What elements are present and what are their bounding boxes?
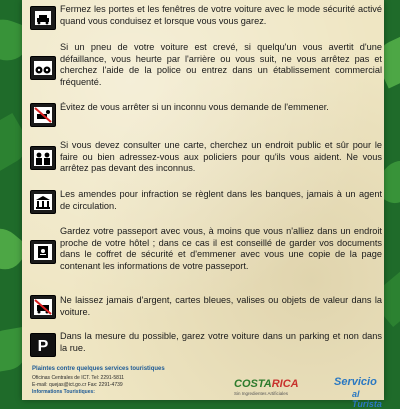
tip-text: Gardez votre passeport avec vous, à moins que vous n'alliez dans un endroit proche de votre hôtel ; dans ce cas il est conseillé de garder vos documents dans le coffret de sécurité et d'emmener avec vous une copie de la page contenant les informations de votre passeport. <box>60 226 382 271</box>
costa-rica-logo <box>234 378 299 390</box>
tip-text: Fermez les portes et les fenêtres de votre voiture avec le mode sécurité activé quand vous conduisez et lorsque vous vous garez. <box>60 4 382 26</box>
tip-text: Si un pneu de votre voiture est crevé, si quelqu'un vous avertit d'une défaillance, vous heurte par l'arrière ou vous suit, ne vous arrêtez pas et cherchez l'aide de la police ou entrez dans un établissement commercial fréquenté. <box>60 42 382 87</box>
footer-title: Plaintes contre quelques services touristiques <box>32 366 165 372</box>
no-valuables-in-car-icon <box>30 295 56 319</box>
bank-building-icon <box>30 190 56 214</box>
costa-rica-tagline: Sin Ingredientes Artificiales <box>234 391 289 396</box>
footer-line: E-mail: quejas@ict.go.cr Fax: 2291-4739 <box>32 382 123 388</box>
turista-logo: al Turista <box>352 389 382 409</box>
safety-tips-panel <box>22 0 384 409</box>
passport-icon <box>30 240 56 264</box>
servicio-logo: Servicio <box>334 376 377 388</box>
logo-costa: COSTA <box>234 378 272 390</box>
svg-text:P: P <box>37 338 49 354</box>
no-hitchhiker-icon <box>30 103 56 127</box>
tip-text: Évitez de vous arrêter si un inconnu vous demande de l'emmener. <box>60 102 329 112</box>
tip-text: Si vous devez consulter une carte, cherchez un endroit public et sûr pour le faire ou bien adressez-vous aux policiers pour qu'ils vous aident. Ne vous arrêtez pas devant des inconnus. <box>60 140 382 174</box>
parking-icon <box>30 333 56 357</box>
police-officers-icon <box>30 146 56 170</box>
tip-text: Ne laissez jamais d'argent, cartes bleues, valises ou objets de valeur dans la voiture. <box>60 295 382 317</box>
logo-rica: RICA <box>271 378 299 390</box>
car-lock-icon <box>30 6 56 30</box>
footer-line: Informations Touristiques: <box>32 389 95 395</box>
flat-tire-icon <box>30 56 56 80</box>
tip-text: Les amendes pour infraction se règlent dans les banques, jamais à un agent de circulation. <box>60 189 382 211</box>
tip-text: Dans la mesure du possible, garez votre voiture dans un parking et non dans la rue. <box>60 331 382 353</box>
footer-line: Oficinas Centrales de ICT. Tel: 2291-5811 <box>32 375 125 381</box>
